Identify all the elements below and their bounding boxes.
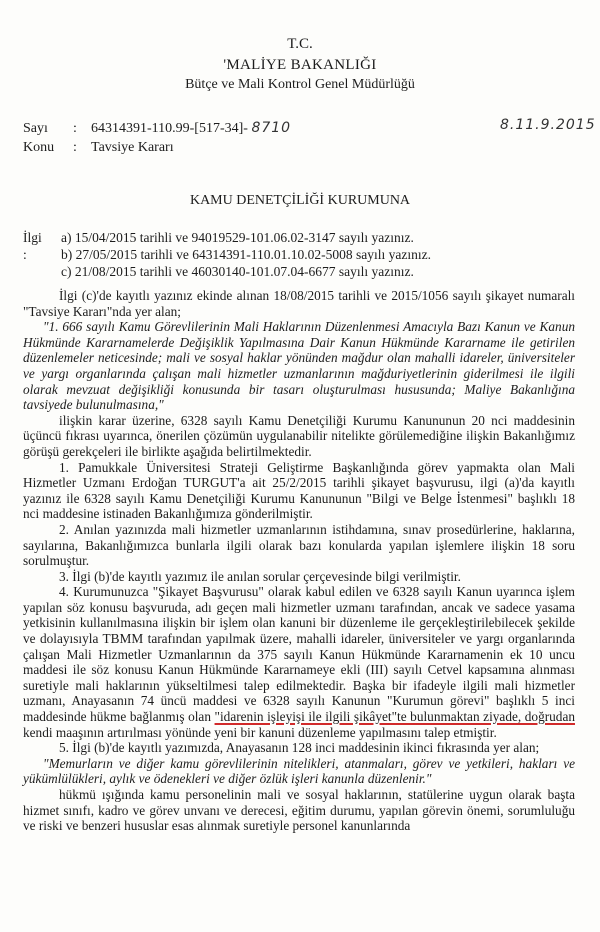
paragraph-item-4-part1: 4. Kurumunuzca "Şikayet Başvurusu" olarak kabul edilen ve 6328 sayılı Kanun uyarınca işlem yapılan söz konusu başvuruda, adı geçen mali hizmetler uzmanı tarafından, ancak ve sadece yasama yetkisinin kullanılmasına ilişkin bir işlem olan kanuni bir düzenleme ile gerçekleştirilebilecek şekilde ve dolayısıyla TBMM tarafından yapılmak üzere, mahalli idareler, üniversiteler ve yargı organlarında çalışan Mali Hizmetler Uzmanlarının da 375 sayılı Kanun Hükmünde Kararnamenin ek 10 uncu maddesi ile söz konusu Kanun Hükmünde Kararnameye ekli (III) sayılı Cetvel kapsamına alınması suretiyle mali haklarının yükseltilmesi talep edilmektedir. Başka bir ifadeyle ilgili mali hizmetler uzmanı, Anayasanın 74 üncü maddesi ve 6328 sayılı Kanunun "Kurumun görevi" başlıklı 5 inci maddesinde hükme bağlanmış olan [23, 584, 575, 725]
paragraph-item-1: 1. Pamukkale Üniversitesi Strateji Geliştirme Başkanlığında görev yapmakta olan Mali Hizmetler Uzmanı Erdoğan TURGUT'a ait 25/2/2015 tarihli şikayet başvurusu, ilgi (a)'da kayıtlı yazınız ile 6328 sayılı Kamu Denetçiliği Kurumu Kanununun "Bilgi ve Belge İstenmesi" başlıklı 18 nci maddesine istinaden Bakanlığımıza gönderilmiştir. [23, 459, 575, 522]
quote-recommendation: "1. 666 sayılı Kamu Görevlilerinin Mali Haklarının Düzenlenmesi Amacıyla Bazı Kanun ve Kanun Hükmünde Kararnamelerde Değişiklik Yapılmasına Dair Kanun Hükmünde Kararname ile getirilen düzenlemeler neticesinde; mali ve sosyal haklar yönünden mağdur olan mahalli idareler, üniversiteler ve yargı organlarında çalışan mali hizmetler uzmanlarının mağduriyetlerinin giderilmesi ile ilgili olarak mevzuat değişikliği konusunda bir tasarı oluşturulması hususunda; Maliye Bakanlığına tavsiyede bulunulmasına," [23, 319, 575, 413]
paragraph-intro: İlgi (c)'de kayıtlı yazınız ekinde alınan 18/08/2015 tarihli ve 2015/1056 sayılı şikayet numaralı "Tavsiye Kararı"nda yer alan; [23, 288, 575, 319]
paragraph-item-2: 2. Anılan yazınızda mali hizmetler uzmanlarının istihdamına, sınav prosedürlerine, haklarına, sayılarına, Bakanlığımızca bunlarla ilgili olarak bazı konularda yapılan işlemlere ilişkin 18 soru sorulmuştur. [23, 521, 575, 569]
sayi-value: 64314391-110.99-[517-34]- [91, 121, 248, 136]
reference-item-a: a) 15/04/2015 tarihli ve 94019529-101.06.02-3147 sayılı yazınız. [61, 230, 414, 245]
quote-constitution: "Memurların ve diğer kamu görevlilerinin nitelikleri, atanmaları, görev ve yetkileri, hakları ve yükümlülükleri, aylık ve ödenekleri ve diğer özlük işleri kanunla düzenlenir." [23, 755, 575, 787]
header-tc: T.C. [287, 36, 313, 52]
konu-label: Konu [23, 140, 55, 155]
handwritten-date: 8.11.9.2015 [500, 117, 596, 133]
header-department: Bütçe ve Mali Kontrol Genel Müdürlüğü [185, 77, 415, 92]
paragraph-continuation: hükmü ışığında kamu personelinin mali ve sosyal haklarının, statülerine uygun olarak başta hizmet sınıfı, kadro ve görev unvanı ve derecesi, eğitim durumu, yapılan görevin önemi, sorumluluğu ve riski ve benzeri hususlar esas alınmak suretiyle personel kanunlarında [23, 787, 575, 834]
sayi-label: Sayı [23, 121, 48, 136]
addressee-title: KAMU DENETÇİLİĞİ KURUMUNA [189, 193, 411, 208]
paragraph-item-3: 3. İlgi (b)'de kayıtlı yazımız ile anılan sorular çerçevesinde bilgi verilmiştir. [59, 568, 461, 584]
reference-label: İlgi : [23, 230, 42, 262]
paragraph-item-5: 5. İlgi (b)'de kayıtlı yazımızda, Anayasanın 128 inci maddesinin ikinci fıkrasında yer alan; [59, 740, 540, 756]
reference-item-c: c) 21/08/2015 tarihli ve 46030140-101.07.04-6677 sayılı yazınız. [61, 264, 414, 279]
paragraph-decision: ilişkin karar üzerine, 6328 sayılı Kamu Denetçiliği Kurumu Kanununun 20 nci maddesinin üçüncü fıkrası uyarınca, önerilen çözümün uygulanabilir nitelikte görülemediğine ilişkin Bakanlığımız görüşü gerekçeleri ile birlikte aşağıda belirtilmektedir. [23, 412, 575, 459]
konu-line: Konu : Tavsiye Kararı [23, 140, 174, 155]
paragraph-item-4-part2: kendi maaşının artırılması yönünde yeni bir kanuni düzenleme yapılmasını talep etmiştir. [23, 724, 497, 740]
reference-item-b: b) 27/05/2015 tarihli ve 64314391-110.01.10.02-5008 sayılı yazınız. [61, 247, 431, 262]
letter-body [23, 288, 575, 834]
paragraph-item-4 [23, 584, 575, 740]
sayi-line: Sayı : 64314391-110.99-[517-34]- 8710 [23, 120, 292, 136]
header-ministry: 'MALİYE BAKANLIĞI [223, 57, 377, 73]
sayi-handwritten-number: 8710 [251, 120, 292, 136]
underlined-phrase: "idarenin işleyişi ile ilgili şikâyet"te bulunmaktan ziyade, doğrudan [214, 709, 575, 725]
konu-value: Tavsiye Kararı [91, 140, 174, 155]
